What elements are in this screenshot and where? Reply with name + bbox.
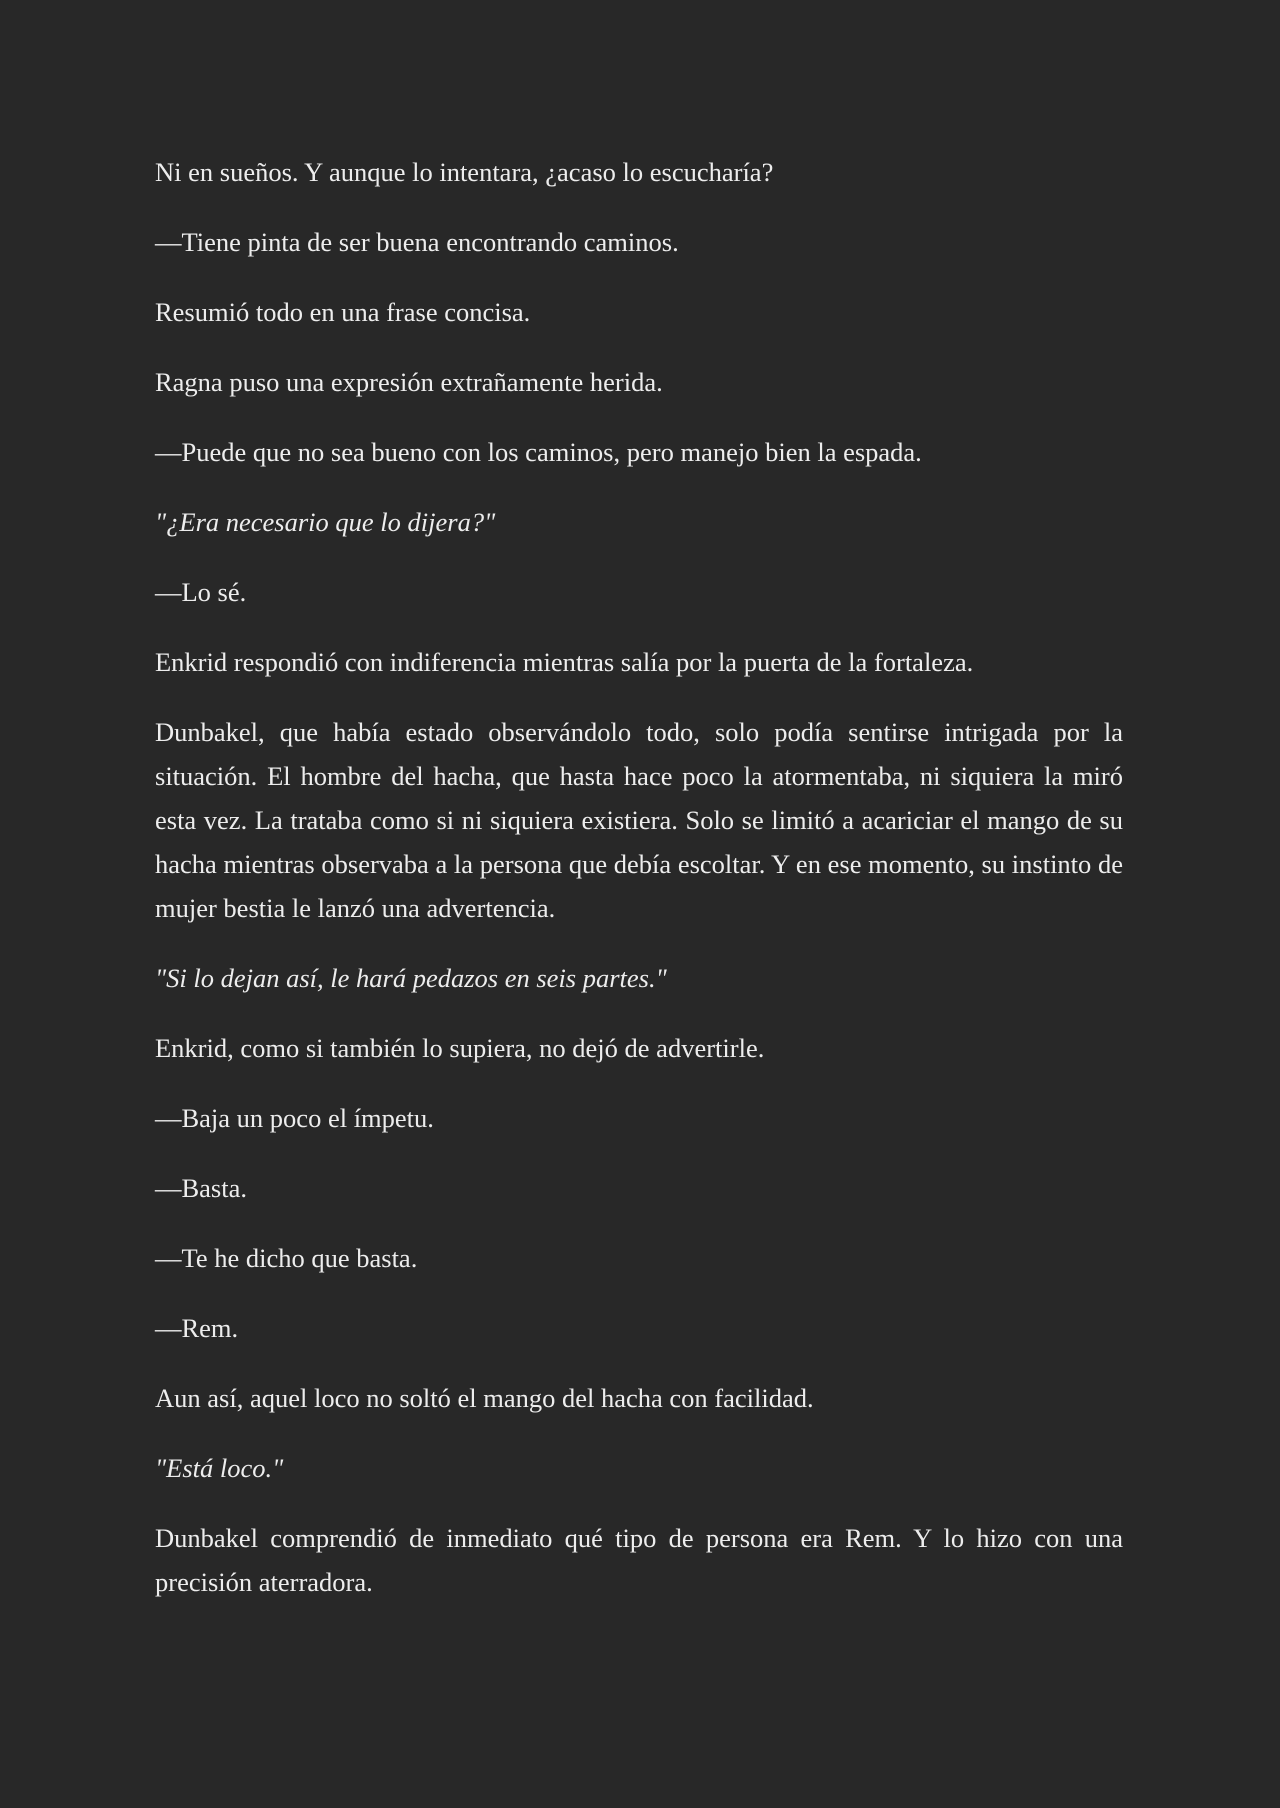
paragraph: Dunbakel comprendió de inmediato qué tipo de persona era Rem. Y lo hizo con una precisión aterradora. <box>155 1523 1123 1597</box>
paragraph: Aun así, aquel loco no soltó el mango del hacha con facilidad. <box>155 1383 814 1413</box>
paragraph: Resumió todo en una frase concisa. <box>155 297 531 327</box>
paragraph: Enkrid respondió con indiferencia mientras salía por la puerta de la fortaleza. <box>155 647 974 677</box>
paragraph: Ragna puso una expresión extrañamente herida. <box>155 367 663 397</box>
paragraph: —Lo sé. <box>155 577 247 607</box>
paragraph: —Puede que no sea bueno con los caminos, pero manejo bien la espada. <box>155 437 922 467</box>
paragraph: —Basta. <box>155 1173 247 1203</box>
chapter-text <box>155 150 1123 1630</box>
paragraph: —Tiene pinta de ser buena encontrando caminos. <box>155 227 679 257</box>
paragraph: —Rem. <box>155 1313 239 1343</box>
paragraph: —Te he dicho que basta. <box>155 1243 418 1273</box>
paragraph: Enkrid, como si también lo supiera, no dejó de advertirle. <box>155 1033 765 1063</box>
paragraph-thought: "Está loco." <box>155 1453 284 1483</box>
paragraph: Ni en sueños. Y aunque lo intentara, ¿acaso lo escucharía? <box>155 157 774 187</box>
paragraph-thought: "Si lo dejan así, le hará pedazos en seis partes." <box>155 963 667 993</box>
paragraph: —Baja un poco el ímpetu. <box>155 1103 434 1133</box>
paragraph-thought: "¿Era necesario que lo dijera?" <box>155 507 496 537</box>
paragraph: Dunbakel, que había estado observándolo todo, solo podía sentirse intrigada por la situación. El hombre del hacha, que hasta hace poco la atormentaba, ni siquiera la miró esta vez. La trataba como si ni siquiera existiera. Solo se limitó a acariciar el mango de su hacha mientras observaba a la persona que debía escoltar. Y en ese momento, su instinto de mujer bestia le lanzó una advertencia. <box>155 717 1123 923</box>
